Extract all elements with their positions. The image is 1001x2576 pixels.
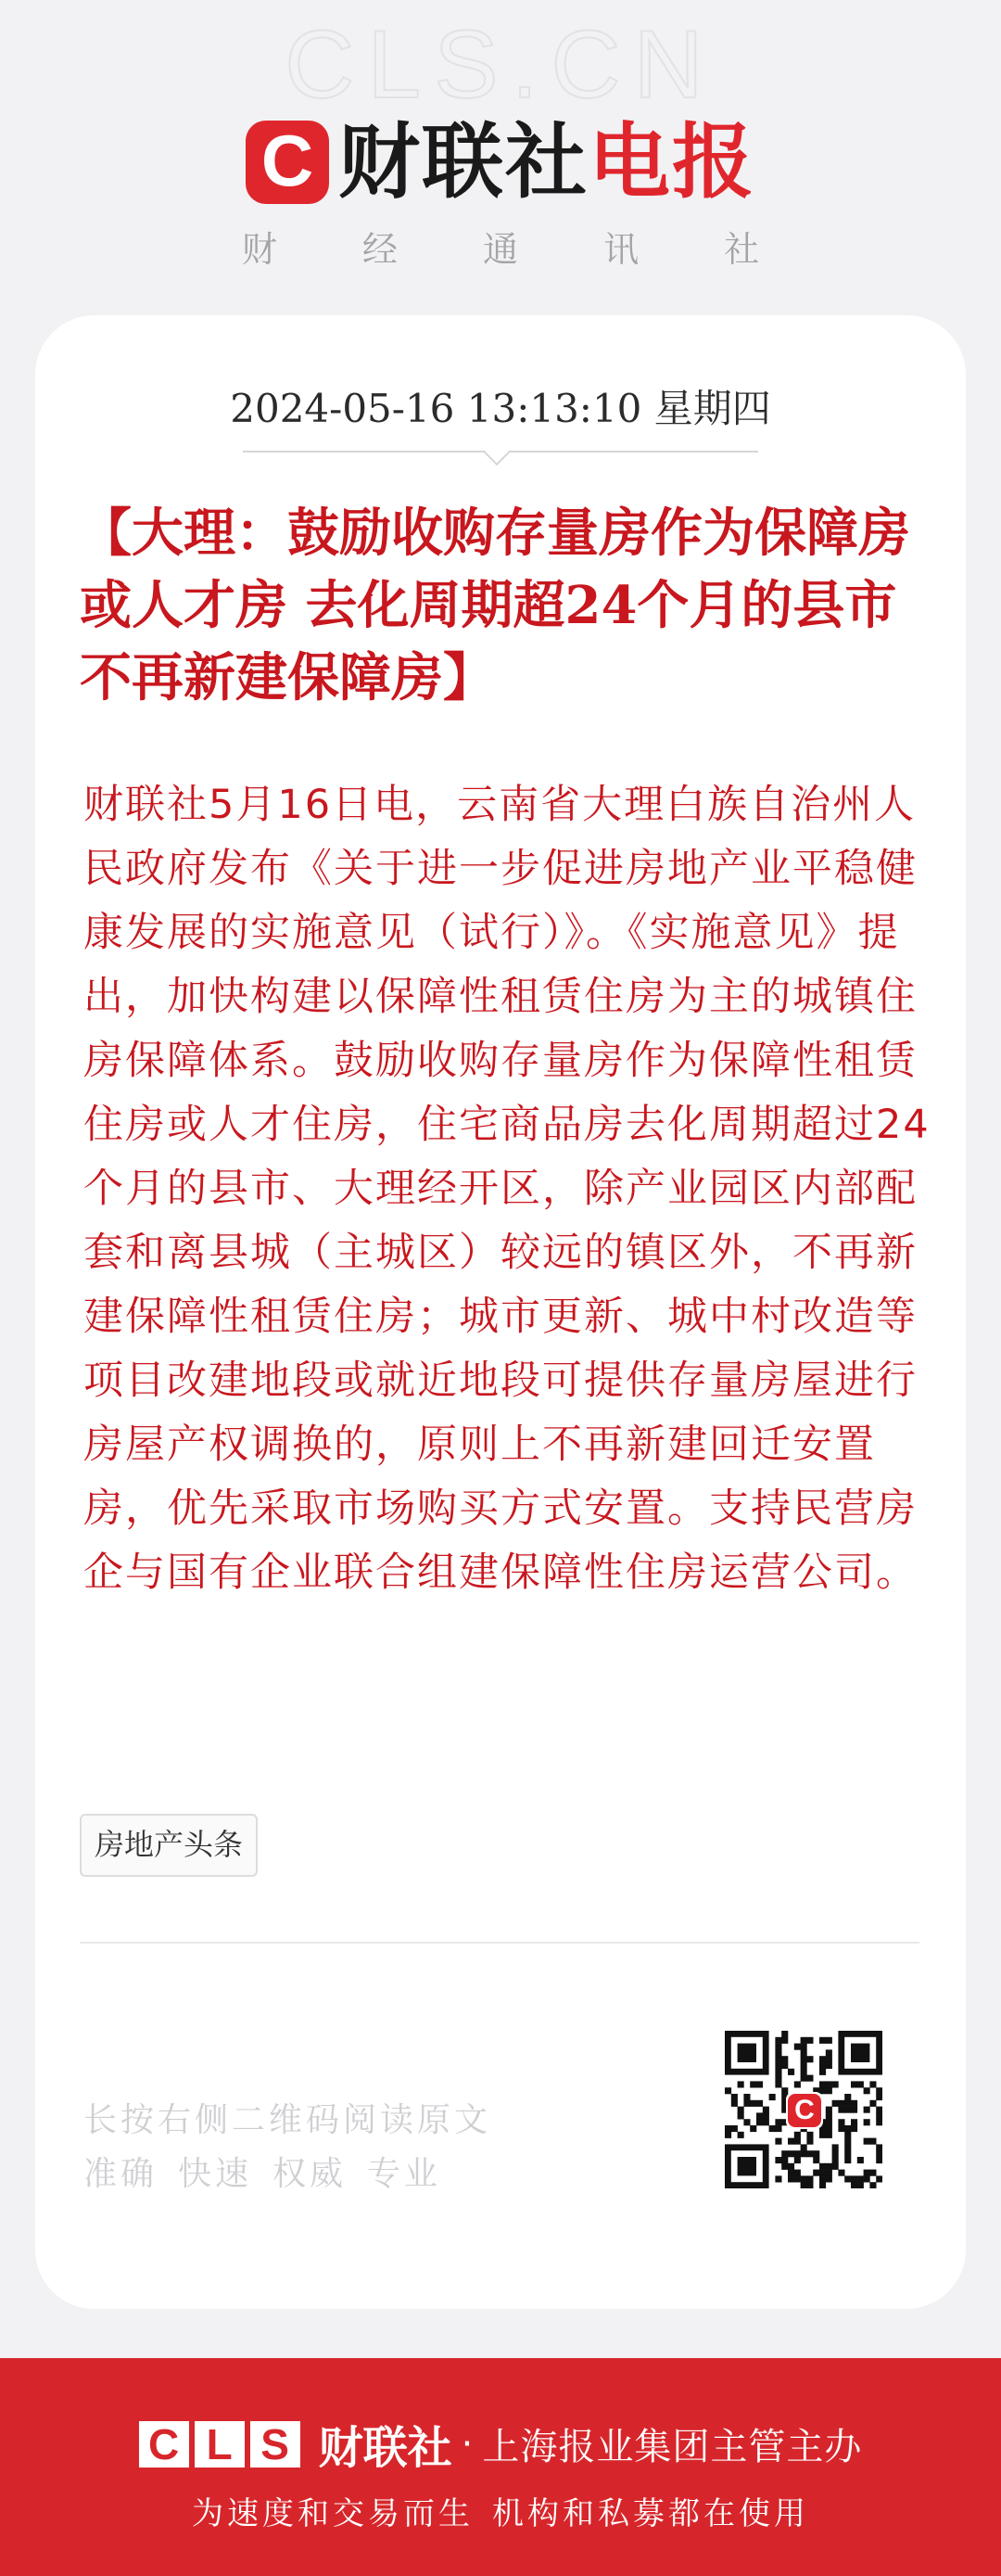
article-headline: 【大理：鼓励收购存量房作为保障房或人才房 去化周期超24个月的县市不再新建保障房】 bbox=[80, 503, 910, 708]
cls-letter-box: L bbox=[195, 2421, 245, 2468]
qr-center-logo bbox=[786, 2092, 823, 2129]
value-list bbox=[83, 2148, 462, 2195]
footer-separator: · bbox=[461, 2422, 474, 2466]
qr-hint: 长按右侧二维码阅读原文 bbox=[83, 2101, 492, 2139]
slogan-right: 机构和私募都在使用 bbox=[492, 2495, 809, 2532]
value-item: 专业 bbox=[367, 2155, 442, 2193]
footer-banner bbox=[0, 2358, 1001, 2576]
cls-letter-box: S bbox=[250, 2421, 300, 2468]
qr-code[interactable] bbox=[725, 2031, 882, 2188]
article-body: 财联社5月16日电，云南省大理白族自治州人民政府发布《关于进一步促进房地产业平稳健康发展的实施意见（试行）》。《实施意见》提出，加快构建以保障性租赁住房为主的城镇住房保障体系。鼓励收购存量房作为保障性租赁住房或人才住房，住宅商品房去化周期超过24个月的县市、大理经开区，除产业园区内部配套和离县城（主城区）较远的镇区外，不再新建保障性租赁住房；城市更新、城中村改造等项目改建地段或就近地段可提供存量房屋进行房屋产权调换的，原则上不再新建回迁安置房，优先采取市场购买方式安置。支持民营房企与国有企业联合组建保障性住房运营公司。 bbox=[83, 782, 931, 1596]
footer-org: 上海报业集团主管主办 bbox=[482, 2426, 863, 2468]
cls-letter-box: C bbox=[139, 2421, 189, 2468]
brand-subtitle: 财 经 通 讯 社 bbox=[241, 229, 797, 270]
footer-brand: 财联社 bbox=[318, 2422, 452, 2474]
card-divider bbox=[80, 1942, 919, 1944]
qr-logo-letter: C bbox=[788, 2094, 821, 2127]
article-card bbox=[35, 315, 966, 2309]
logo-letter: C bbox=[260, 120, 314, 201]
cls-logo-icon bbox=[246, 121, 329, 204]
topic-tag[interactable]: 房地产头条 bbox=[80, 1814, 258, 1877]
watermark-text: CLS.CN bbox=[285, 11, 716, 119]
brand-accent: 电报 bbox=[589, 114, 756, 210]
brand-name: 财联社 bbox=[337, 114, 589, 210]
date-divider-notch bbox=[484, 440, 510, 465]
value-item: 权威 bbox=[272, 2155, 348, 2193]
footer-slogan bbox=[0, 2488, 1001, 2533]
footer-brand-row bbox=[0, 2412, 1001, 2476]
brand-logo-lockup bbox=[0, 114, 1001, 210]
article-datetime: 2024-05-16 13:13:10 星期四 bbox=[230, 386, 771, 431]
value-item: 快速 bbox=[178, 2155, 253, 2193]
slogan-left: 为速度和交易而生 bbox=[192, 2495, 474, 2532]
value-item: 准确 bbox=[83, 2155, 158, 2193]
